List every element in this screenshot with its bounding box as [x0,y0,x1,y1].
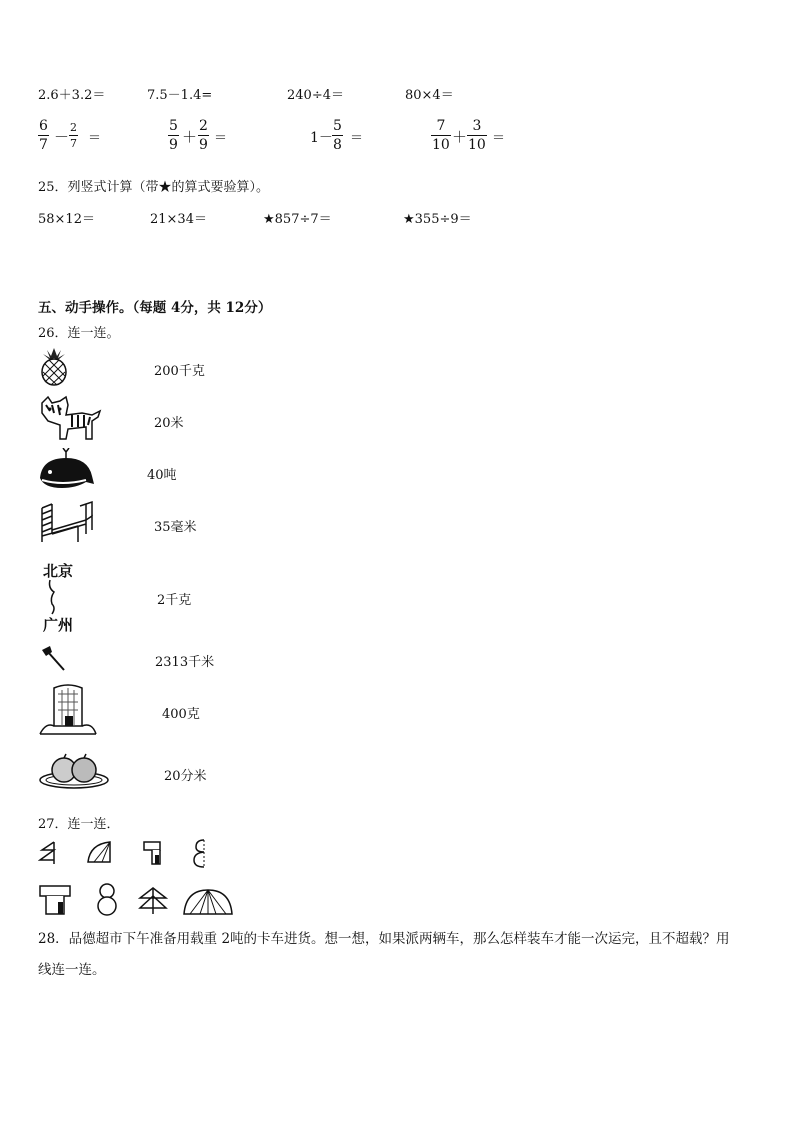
label-2313-kilometers: 2313千米 [155,655,215,670]
denominator: 9 [199,137,208,153]
label-200-kilograms: 200千克 [154,364,205,379]
fraction-bar [38,135,49,136]
denominator: 9 [169,137,178,153]
whole-minus: 1－ [310,130,333,146]
question-28-line-1: 28．品德超市下午准备用载重 2吨的卡车进货。想一想，如果派两辆车，那么怎样装车才能一次运完，且不超载？用 [38,931,730,947]
question-27-text: 27．连一连． [38,817,120,832]
section-5-title: 五、动手操作。（每题 4分，共 12分） [38,300,272,316]
denominator: 10 [468,137,486,153]
fraction-2-9 [198,118,209,153]
question-25-text: 25．列竖式计算（带★的算式要验算）。 [38,180,270,195]
label-20-meters: 20米 [154,416,184,431]
fraction-5-9 [168,118,179,153]
numerator: 6 [39,118,48,134]
operator: － [54,128,70,146]
fraction-3-10 [467,118,487,153]
equals-sign: ＝ [492,131,506,146]
snowman-icon [94,882,120,916]
label-35-millimeters: 35毫米 [154,520,197,535]
expr-80-times-4: 80×4＝ [405,88,454,103]
numerator: 2 [199,118,208,134]
label-400-grams: 400克 [162,707,200,722]
fraction-5-8 [332,118,343,153]
fir-tree-icon [138,886,168,916]
expr-2.6-plus-3.2: 2.6＋3.2＝ [38,88,106,103]
label-20-decimeters: 20分米 [164,769,207,784]
thumbtack-icon [40,644,68,672]
half-umbrella-icon [86,840,112,864]
label-2-kilograms: 2千克 [157,593,192,608]
numerator: 3 [472,118,482,134]
expr-355-div-9: ★355÷9＝ [403,212,472,227]
pineapple-icon [37,346,71,386]
denominator: 7 [39,137,48,153]
fraction-bar [168,135,179,136]
question-26-text: 26．连一连。 [38,326,120,341]
fraction-bar [332,135,343,136]
operator: ＋ [182,128,198,146]
equals-sign: ＝ [88,131,102,146]
fraction-7-10 [431,118,451,153]
fruit-plate-icon [38,752,110,790]
fraction-bar [467,135,487,136]
numerator: 7 [436,118,446,134]
expr-857-div-7: ★857÷7＝ [263,212,332,227]
tiger-icon [38,395,102,443]
question-28-line-2: 线连一连。 [38,962,106,978]
bed-icon [38,500,94,544]
expr-21-times-34: 21×34＝ [150,212,207,227]
fraction-bar [198,135,209,136]
fraction-bar [69,135,78,136]
denominator: 8 [333,137,342,153]
denominator: 7 [70,137,77,150]
numerator: 5 [169,118,178,134]
umbrella-icon [182,888,234,916]
house-icon [38,884,72,916]
denominator: 10 [432,137,450,153]
building-icon [38,682,98,736]
equals-sign: ＝ [214,131,228,146]
fraction-bar [431,135,451,136]
map-label-guangzhou: 广州 [43,616,74,634]
half-snowman-icon [192,838,208,868]
half-fir-tree-icon [38,840,60,866]
whale-icon [36,448,96,490]
beijing-guangzhou-map [40,558,85,634]
equals-sign: ＝ [350,131,364,146]
operator: ＋ [452,128,468,146]
fraction-2-7 [69,121,78,150]
half-house-icon [142,840,164,866]
expr-7.5-minus-1.4: 7.5－1.4= [147,88,213,103]
map-label-beijing: 北京 [43,562,74,580]
numerator: 2 [70,121,77,134]
fraction-6-7 [38,118,49,153]
label-40-tons: 40吨 [147,468,177,483]
numerator: 5 [333,118,342,134]
expr-240-div-4: 240÷4＝ [287,88,344,103]
expr-58-times-12: 58×12＝ [38,212,95,227]
